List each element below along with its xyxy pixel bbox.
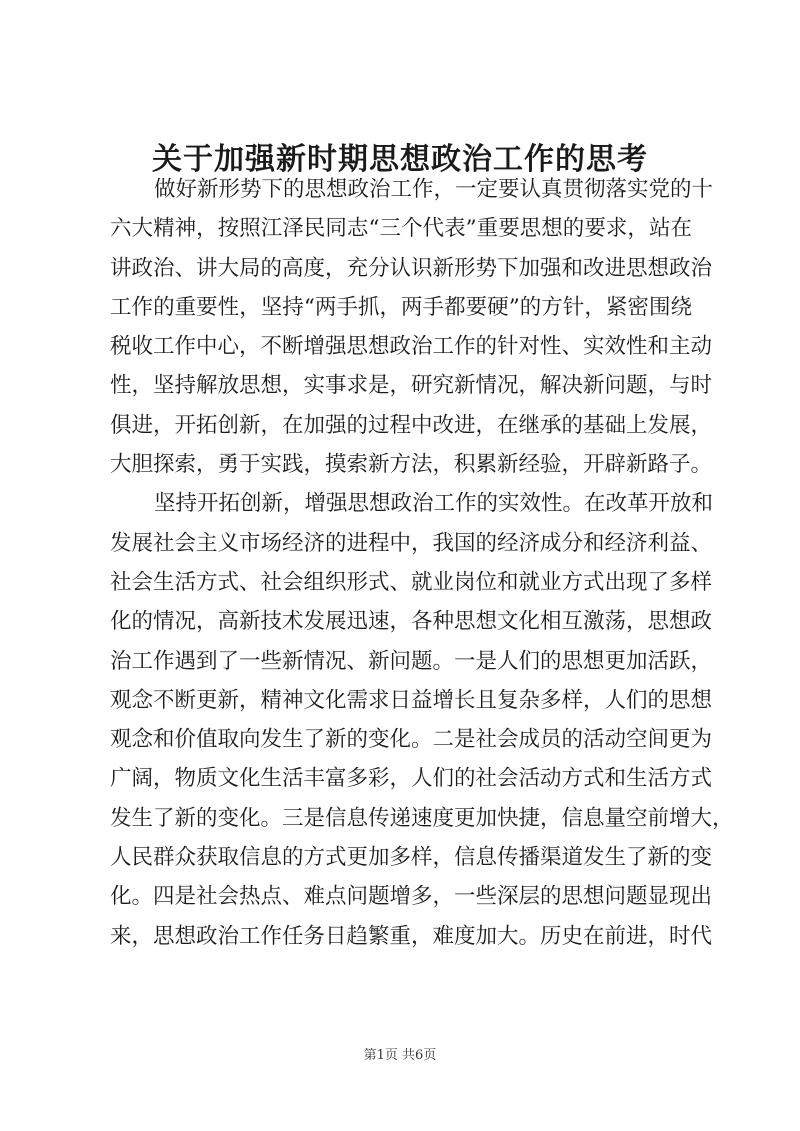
text-line: 大胆探索，勇于实践，摸索新方法，积累新经验，开辟新路子。 — [110, 452, 713, 478]
text-line: 俱进，开拓创新，在加强的过程中改进，在继承的基础上发展， — [110, 412, 713, 438]
text-line: 性，坚持解放思想，实事求是，研究新情况，解决新问题，与时 — [110, 373, 713, 399]
text-line: 工作的重要性，坚持“两手抓，两手都要硬”的方针，紧密围绕 — [110, 294, 692, 320]
text-line: 做好新形势下的思想政治工作，一定要认真贯彻落实党的十 — [154, 177, 714, 202]
text-line: 观念和价值取向发生了新的变化。二是社会成员的活动空间更为 — [110, 727, 713, 753]
paragraph-1 — [110, 170, 714, 484]
text-line: 讲政治、讲大局的高度，充分认识新形势下加强和改进思想政治 — [110, 255, 713, 281]
page-footer: 第1页 共6页 — [363, 1048, 437, 1063]
text-line: 化。四是社会热点、难点问题增多，一些深层的思想问题显现出 — [110, 884, 713, 910]
text-line: 观念不断更新，精神文化需求日益增长且复杂多样，人们的思想 — [110, 687, 713, 713]
text-line: 发展社会主义市场经济的进程中，我国的经济成分和经济利益、 — [110, 530, 713, 556]
text-line: 发生了新的变化。三是信息传递速度更加快捷，信息量空前增大， — [110, 805, 734, 831]
text-line: 坚持开拓创新，增强思想政治工作的实效性。在改革开放和 — [154, 491, 714, 517]
text-line: 社会生活方式、社会组织形式、就业岗位和就业方式出现了多样 — [110, 569, 713, 595]
paragraph-2 — [110, 484, 734, 956]
text-line: 治工作遇到了一些新情况、新问题。一是人们的思想更加活跃， — [110, 648, 713, 674]
text-line: 税收工作中心，不断增强思想政治工作的针对性、实效性和主动 — [110, 334, 713, 360]
text-line: 六大精神，按照江泽民同志“三个代表”重要思想的要求，站在 — [110, 216, 692, 242]
text-line: 人民群众获取信息的方式更加多样，信息传播渠道发生了新的变 — [110, 845, 713, 871]
document-body — [110, 170, 734, 956]
text-line: 来，思想政治工作任务日趋繁重，难度加大。历史在前进，时代 — [110, 923, 713, 949]
text-line: 化的情况，高新技术发展迅速，各种思想文化相互激荡，思想政 — [110, 609, 713, 635]
document-title: 关于加强新时期思想政治工作的思考 — [152, 142, 648, 177]
text-line: 广阔，物质文化生活丰富多彩，人们的社会活动方式和生活方式 — [110, 766, 713, 792]
